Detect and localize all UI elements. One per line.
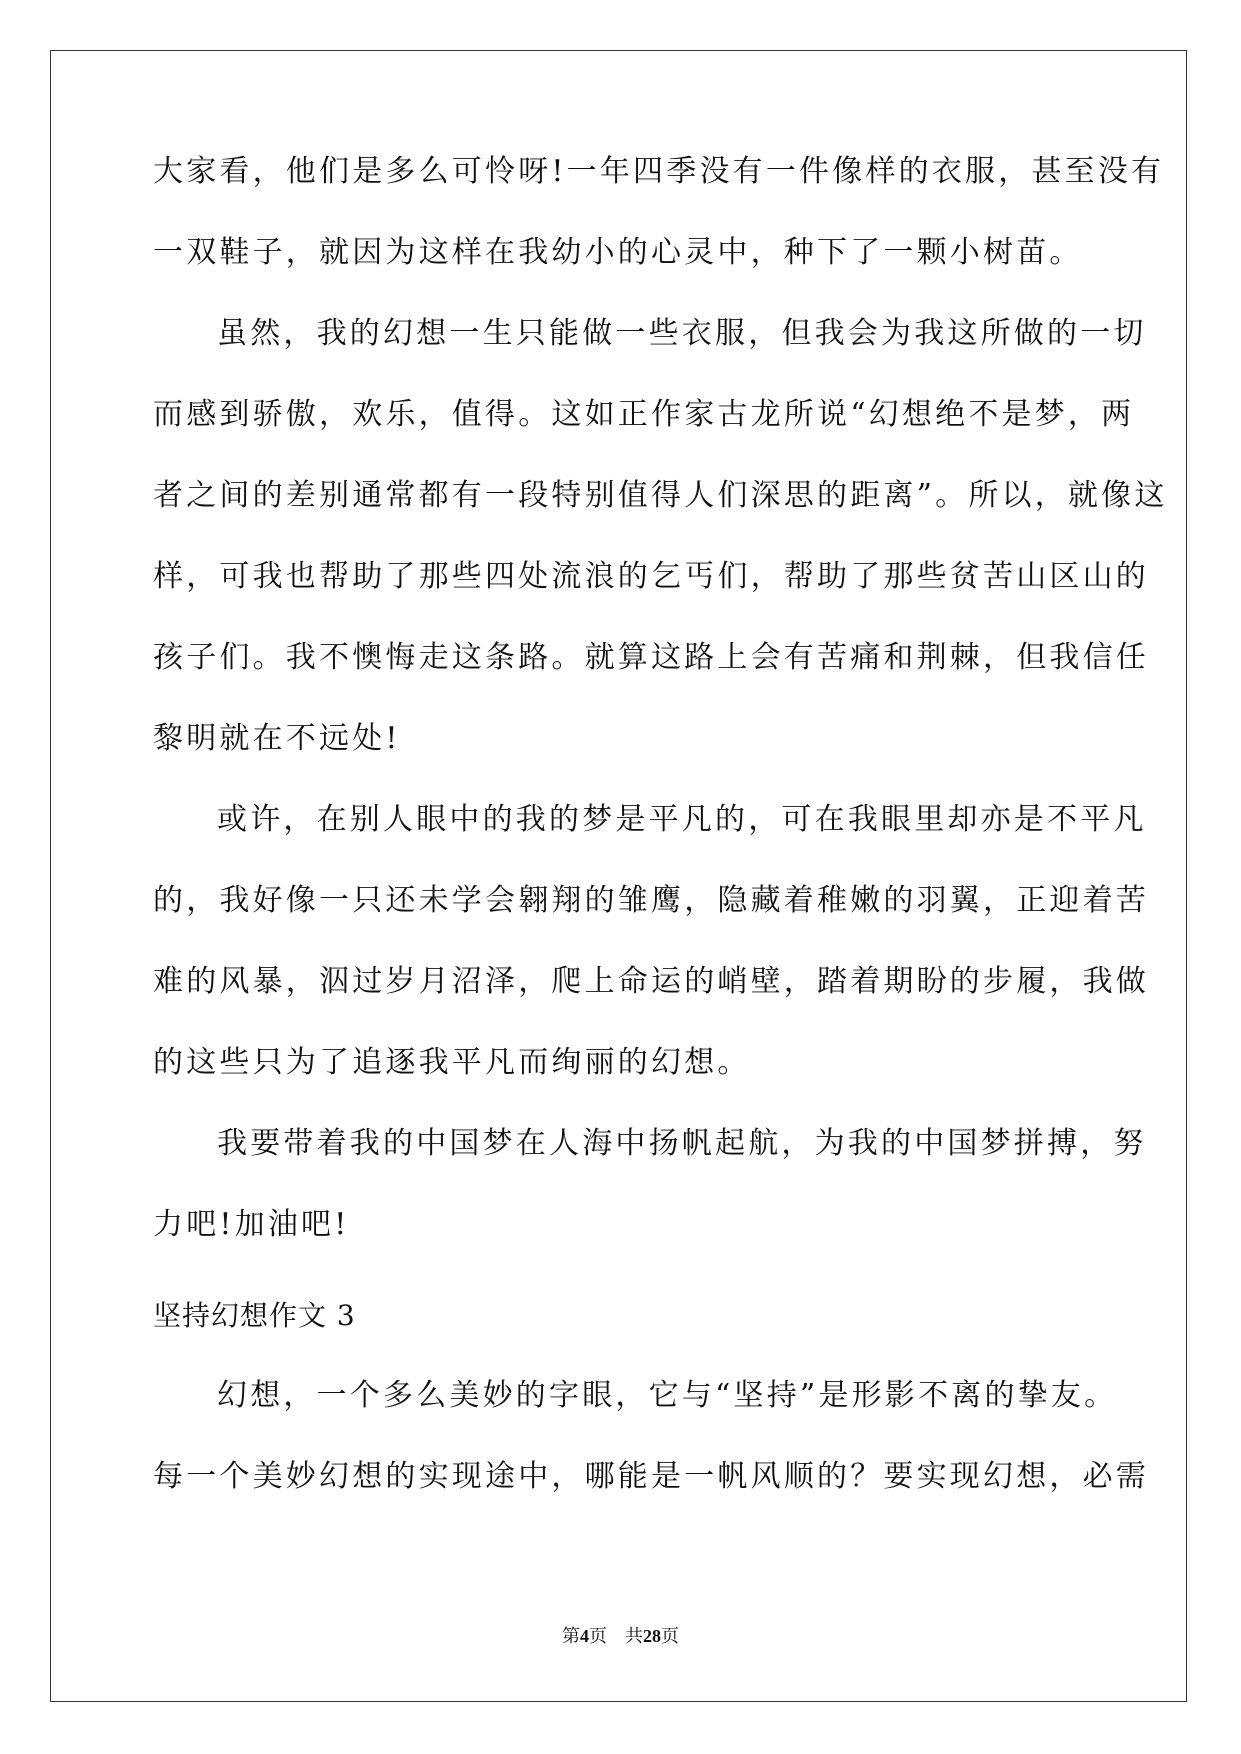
total-suffix: 页 bbox=[661, 1626, 679, 1646]
text-line: 的这些只为了追逐我平凡而绚丽的幻想。 bbox=[153, 1045, 751, 1080]
text-line: 或许，在别人眼中的我的梦是平凡的，可在我眼里却亦是不平凡 bbox=[217, 802, 1147, 837]
text-line: 而感到骄傲，欢乐，值得。这如正作家古龙所说“幻想绝不是梦，两 bbox=[153, 397, 1135, 432]
page-suffix: 页 bbox=[589, 1626, 607, 1646]
paragraph-dream-clothes bbox=[153, 293, 1168, 779]
text-line: 的，我好像一只还未学会翱翔的雏鹰，隐藏着稚嫩的羽翼，正迎着苦 bbox=[153, 883, 1149, 918]
paragraph-ordinary-dream bbox=[153, 779, 1149, 1103]
total-pages: 28 bbox=[643, 1626, 661, 1646]
text-line: 难的风暴，泅过岁月沼泽，爬上命运的峭壁，踏着期盼的步履，我做 bbox=[153, 964, 1149, 999]
page-footer bbox=[0, 1622, 1241, 1648]
text-line: 虽然，我的幻想一生只能做一些衣服，但我会为我这所做的一切 bbox=[217, 316, 1147, 351]
text-line: 幻想，一个多么美妙的字眼，它与“坚持”是形影不离的挚友。 bbox=[217, 1378, 1118, 1413]
paragraph-persistence bbox=[153, 1355, 1149, 1517]
text-line: 孩子们。我不懊悔走这条路。就算这路上会有苦痛和荆棘，但我信任 bbox=[153, 640, 1149, 675]
section-heading: 坚持幻想作文 3 bbox=[153, 1299, 356, 1332]
text-line: 样，可我也帮助了那些四处流浪的乞丐们，帮助了那些贫苦山区山的 bbox=[153, 559, 1149, 594]
page-number: 4 bbox=[580, 1626, 589, 1646]
text-line: 黎明就在不远处! bbox=[153, 721, 401, 756]
text-line: 每一个美妙幻想的实现途中，哪能是一帆风顺的？要实现幻想，必需 bbox=[153, 1459, 1149, 1494]
text-line: 我要带着我的中国梦在人海中扬帆起航，为我的中国梦拼搏，努 bbox=[217, 1126, 1147, 1161]
text-line: 大家看，他们是多么可怜呀!一年四季没有一件像样的衣服，甚至没有 bbox=[153, 154, 1165, 189]
text-line: 者之间的差别通常都有一段特别值得人们深思的距离”。所以，就像这 bbox=[153, 478, 1168, 513]
total-prefix: 共 bbox=[625, 1626, 643, 1646]
page-prefix: 第 bbox=[562, 1626, 580, 1646]
paragraph-china-dream bbox=[153, 1103, 1147, 1265]
text-line: 一双鞋子，就因为这样在我幼小的心灵中，种下了一颗小树苗。 bbox=[153, 235, 1083, 270]
text-line: 力吧!加油吧! bbox=[153, 1207, 350, 1242]
paragraph-continuation bbox=[153, 131, 1165, 293]
